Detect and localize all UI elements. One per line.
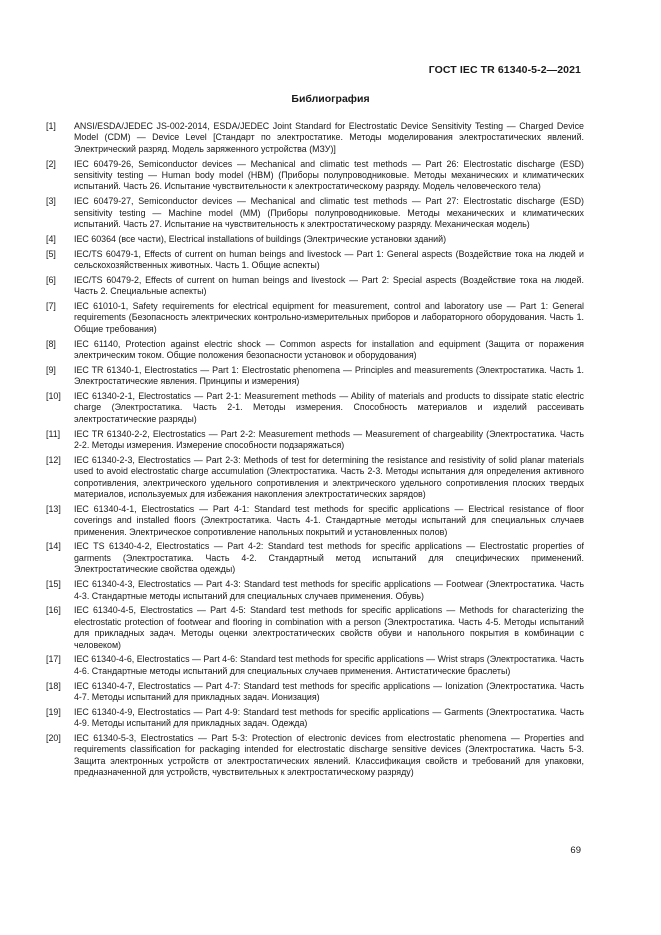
reference-text: IEC 60479-27, Semiconductor devices — Mechanical and climatic test methods — Part 27: Electrostatic discharge (ESD) sensitivity testing — Machine model (MM) (Приборы полупроводниковые. Методы механических и климатических испытаний. Часть 27. Испытание на чувствительность к электростатическому разряду. Механическая модель) (74, 196, 584, 230)
reference-item (46, 681, 584, 704)
reference-text: IEC 61340-4-3, Electrostatics — Part 4-3: Standard test methods for specific applications — Footwear (Электростатика. Часть 4-3. Стандартные методы испытаний для специальных случаев применения. Обувь) (74, 579, 584, 601)
reference-item (46, 541, 584, 575)
reference-text: IEC 61340-4-5, Electrostatics — Part 4-5: Standard test methods for specific applications — Methods for characterizing the electrostatic protection of footwear and flooring in combination with a person (Электростатика. Часть 4-5. Методы испытаний для прикладных задач. Методы оценки электростатических свойств обуви и напольного покрытия в комбинации с человеком) (74, 605, 584, 650)
reference-number: [2] (46, 158, 56, 169)
reference-item (46, 159, 584, 193)
reference-text: IEC TR 61340-2-2, Electrostatics — Part 2-2: Measurement methods — Measurement of chargeability (Электростатика. Часть 2-2. Методы измерения. Измерение способности подзаряжаться) (74, 428, 584, 451)
reference-text: IEC 61010-1, Safety requirements for electrical equipment for measurement, control and laboratory use — Part 1: General requirements (Безопасность электрических контрольно-измерительных приборов и лабораторного оборудования. Часть 1. Общие требования) (74, 301, 584, 334)
reference-text: IEC TS 61340-4-2, Electrostatics — Part 4-2: Standard test methods for specific applications — Electrostatic properties of garments (Электростатика. Часть 4-2. Стандартный метод испытаний для специфических применений. Электростатические свойства одежды) (74, 541, 584, 575)
reference-item (46, 455, 584, 501)
reference-number: [10] (46, 391, 61, 402)
bibliography-list (46, 121, 584, 782)
reference-number: [7] (46, 301, 56, 312)
reference-text: IEC/TS 60479-2, Effects of current on human beings and livestock — Part 2: Special aspects (Воздействие тока на людей. Часть 2. Специальные аспекты) (74, 274, 584, 297)
reference-item (46, 654, 584, 677)
reference-item (46, 196, 584, 230)
reference-number: [1] (46, 121, 56, 131)
reference-number: [5] (46, 248, 56, 259)
reference-item (46, 605, 584, 651)
reference-text: IEC 61340-2-3, Electrostatics — Part 2-3: Methods of test for determining the resistance and resistivity of solid planar materials used to avoid electrostatic charge accumulation (Электростатика. Часть 2-3. Методы испытания для определения активного сопротивления, электрического удельного сопротивления и электрического удельного сопротивления плоских твердых материалов, используемых для избежания накопления электростатических зарядов) (74, 454, 584, 500)
reference-text: IEC 61340-5-3, Electrostatics — Part 5-3: Protection of electronic devices from electrostatic phenomena — Properties and requirements classification for packaging intended for electrostatic discharge sensitive devices (Электростатика. Часть 5-3. Защита электронных устройств от электростатических явлений. Классификация свойств и требований для упаковки, предназначенной для устройств, чувствительных к электростатическому разряду) (74, 732, 584, 778)
reference-item (46, 504, 584, 538)
reference-text: IEC 61340-4-9, Electrostatics — Part 4-9: Standard test methods for specific applications — Garments (Электростатика. Часть 4-9. Методы испытаний для прикладных задач. Одежда) (74, 706, 584, 729)
reference-number: [9] (46, 364, 56, 375)
reference-item (46, 301, 584, 335)
reference-number: [18] (46, 680, 61, 691)
reference-number: [4] (46, 233, 56, 244)
reference-text: IEC 61340-2-1, Electrostatics — Part 2-1: Measurement methods — Ability of materials and products to dissipate static electric charge (Электростатика. Часть 2-1. Методы измерения. Способность материалов и изделий рассеивать электростатические разряды) (74, 391, 584, 424)
reference-number: [15] (46, 579, 61, 590)
reference-text: IEC 61140, Protection against electric shock — Common aspects for installation and equipment (Защита от поражения электрическим током. Общие положения безопасности установок и оборудования) (74, 338, 584, 361)
reference-number: [16] (46, 605, 61, 616)
reference-item (46, 707, 584, 730)
page-number: 69 (570, 845, 581, 856)
reference-item (46, 249, 584, 272)
reference-item (46, 339, 584, 362)
reference-number: [13] (46, 503, 61, 514)
reference-number: [19] (46, 706, 61, 717)
reference-number: [11] (46, 428, 61, 439)
reference-number: [17] (46, 654, 61, 665)
reference-item (46, 275, 584, 298)
reference-text: IEC 61340-4-7, Electrostatics — Part 4-7: Standard test methods for specific applications — Ionization (Электростатика. Часть 4-7. Методы испытаний для прикладных задач. Ионизация) (74, 680, 584, 702)
reference-number: [12] (46, 454, 61, 465)
reference-text: ANSI/ESDA/JEDEC JS-002-2014, ESDA/JEDEC Joint Standard for Electrostatic Device Sensitivity Testing — Charged Device Model (CDM) — Device Level [Стандарт по электростатике. Методы моделирования электростатических явлений. Электрический разряд. Модель заряженного устройства (МЗУ)] (74, 121, 584, 154)
reference-text: IEC 60479-26, Semiconductor devices — Mechanical and climatic test methods — Part 26: Electrostatic discharge (ESD) sensitivity testing — Human body model (HBM) (Приборы полупроводниковые. Методы механических и климатических испытаний. Часть 26. Испытание чувствительности к электростатическому разряду. Модель человеческого тела) (74, 158, 584, 192)
reference-text: IEC 60364 (все части), Electrical installations of buildings (Электрические установки зданий) (74, 233, 447, 244)
reference-item (46, 365, 584, 388)
reference-number: [3] (46, 196, 56, 207)
reference-item (46, 234, 584, 245)
reference-text: IEC/TS 60479-1, Effects of current on human beings and livestock — Part 1: General aspects (Воздействие тока на людей и сельскохозяйственных животных. Часть 1. Общие аспекты) (74, 248, 584, 271)
reference-text: IEC TR 61340-1, Electrostatics — Part 1: Electrostatic phenomena — Principles and measurements (Электростатика. Часть 1. Электростатические явления. Принципы и измерения) (74, 364, 584, 387)
standard-code-header: ГОСТ IEC TR 61340-5-2—2021 (428, 64, 581, 76)
reference-number: [8] (46, 338, 56, 349)
reference-item (46, 579, 584, 602)
reference-number: [14] (46, 541, 61, 552)
reference-number: [6] (46, 274, 56, 285)
reference-item (46, 391, 584, 425)
reference-number: [20] (46, 732, 61, 743)
reference-item (46, 121, 584, 155)
reference-item (46, 733, 584, 779)
page-title: Библиография (291, 93, 370, 105)
reference-item (46, 429, 584, 452)
reference-text: IEC 61340-4-6, Electrostatics — Part 4-6: Standard test methods for specific applications — Wrist straps (Электростатика. Часть 4-6. Стандартные методы испытаний для специальных случаев применения. Антистатические браслеты) (74, 654, 584, 676)
reference-text: IEC 61340-4-1, Electrostatics — Part 4-1: Standard test methods for specific applications — Electrical resistance of floor coverings and installed floors (Электростатика. Часть 4-1. Стандартные методы испытаний для специальных случаев применения. Электрическое сопротивление напольных покрытий и установленных полов) (74, 503, 584, 537)
